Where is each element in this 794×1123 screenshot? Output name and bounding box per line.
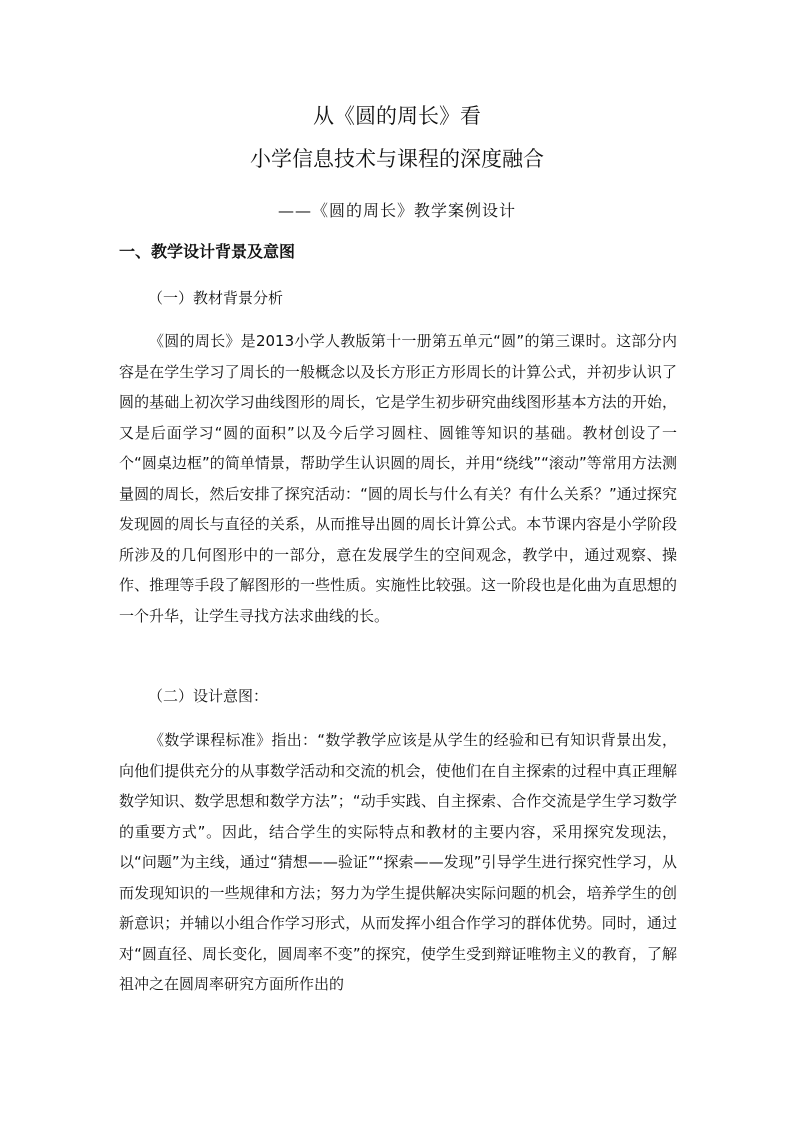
document-title-line1: 从《圆的周长》看 bbox=[313, 104, 481, 128]
document-title-line2: 小学信息技术与课程的深度融合 bbox=[250, 147, 544, 171]
subsection-heading-textbook-analysis: （一）教材背景分析 bbox=[148, 289, 284, 307]
paragraph-design-intent: 《数学课程标准》指出：“数学教学应该是从学生的经验和已有知识背景出发，向他们提供充分的从事数学活动和交流的机会，使他们在自主探索的过程中真正理解数学知识、数学思想和数学方法”；“动手实践、自主探索、合作交流是学生学习数学的重要方式”。因此，结合学生的实际特点和教材的主要内容，采用探究发现法，以“问题”为主线，通过“猜想——验证”“探索——发现”引导学生进行探究性学习，从而发现知识的一些规律和方法；努力为学生提供解决实际问题的机会，培养学生的创新意识；并辅以小组合作学习形式，从而发挥小组合作学习的群体优势。同时，通过对“圆直径、周长变化，圆周率不变”的探究，使学生受到辩证唯物主义的教育，了解祖冲之在圆周率研究方面所作出的 bbox=[119, 731, 677, 993]
document-subtitle: ——《圆的周长》教学案例设计 bbox=[277, 201, 516, 220]
subsection-heading-design-intent: （二）设计意图： bbox=[148, 687, 269, 705]
section-heading-background: 一、教学设计背景及意图 bbox=[119, 242, 296, 261]
paragraph-textbook-analysis: 《圆的周长》是2013小学人教版第十一册第五单元“圆”的第三课时。这部分内容是在学生学习了周长的一般概念以及长方形正方形周长的计算公式，并初步认识了圆的基础上初次学习曲线图形的周长，它是学生初步研究曲线图形基本方法的开始，又是后面学习“圆的面积”以及今后学习圆柱、圆锥等知识的基础。教材创设了一个“圆桌边框”的简单情景，帮助学生认识圆的周长，并用“绕线”“滚动”等常用方法测量圆的周长，然后安排了探究活动：“圆的周长与什么有关？有什么关系？”通过探究发现圆的周长与直径的关系，从而推导出圆的周长计算公式。本节课内容是小学阶段所涉及的几何图形中的一部分，意在发展学生的空间观念，教学中，通过观察、操作、推理等手段了解图形的一些性质。实施性比较强。这一阶段也是化曲为直思想的一个升华，让学生寻找方法求曲线的长。 bbox=[119, 332, 677, 625]
